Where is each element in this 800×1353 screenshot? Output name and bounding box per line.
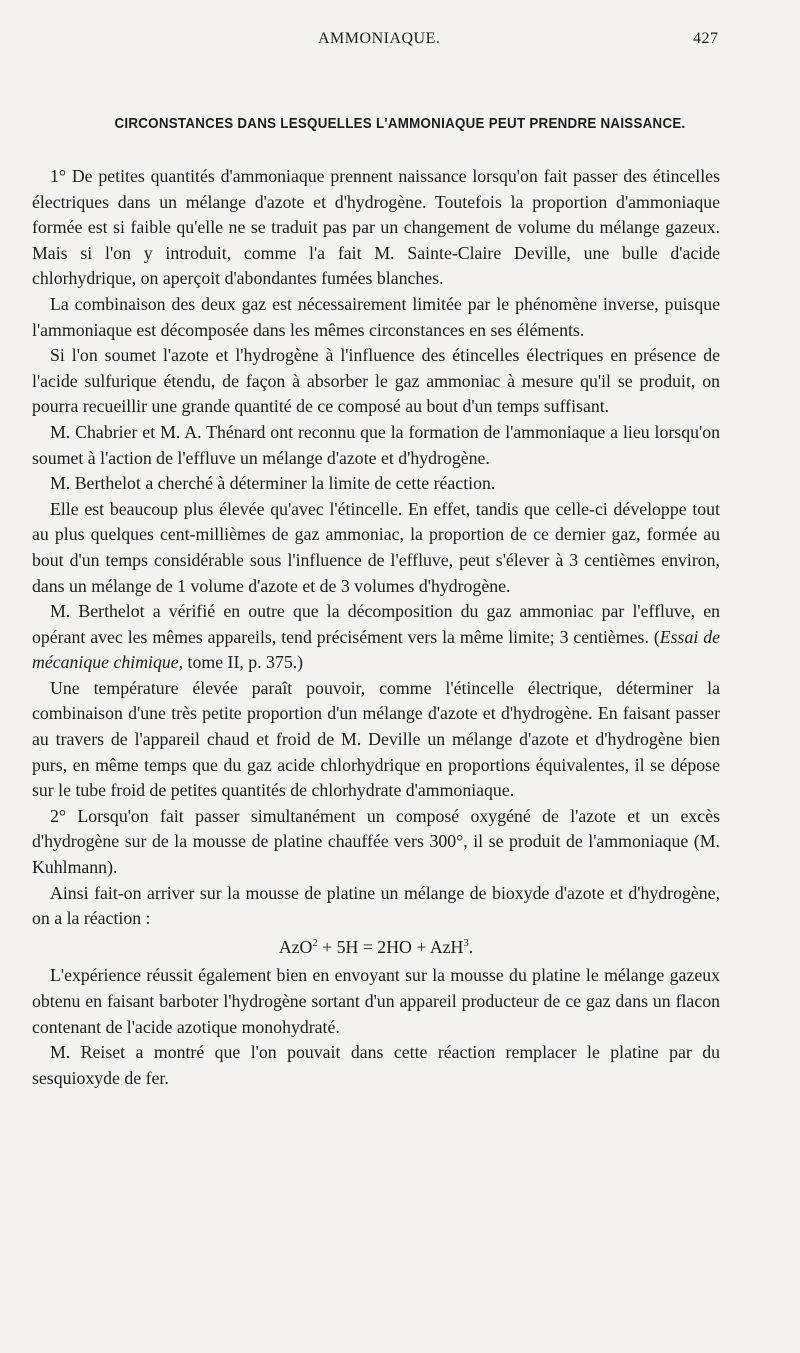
section-heading: CIRCONSTANCES DANS LESQUELLES L'AMMONIAQUE PEUT PRENDRE NAISSANCE.	[114, 116, 686, 132]
paragraph-4: M. Chabrier et M. A. Thénard ont reconnu que la formation de l'ammoniaque a lieu lorsqu'on soumet à l'action de l'effluve un mélange d'azote et d'hydrogène.	[32, 421, 720, 468]
paragraph-10: Ainsi fait-on arriver sur la mousse de platine un mélange de bioxyde d'azote et d'hydrogène, on a la réaction :	[32, 882, 720, 929]
paragraph-9: 2° Lorsqu'on fait passer simultanément un composé oxygéné de l'azote et un excès d'hydrogène sur de la mousse de platine chauffée vers 300°, il se produit de l'ammoniaque (M. Kuhlmann).	[32, 805, 720, 878]
formula-end: .	[468, 936, 474, 957]
paragraph-5: M. Berthelot a cherché à déterminer la limite de cette réaction.	[50, 473, 496, 494]
paragraph-1: 1° De petites quantités d'ammoniaque prennent naissance lorsqu'on fait passer des étincelles électriques dans un mélange d'azote et d'hydrogène. Toutefois la proportion d'ammoniaque formée est si faible qu'elle ne se traduit pas par un changement de volume du mélange gazeux. Mais si l'on y introduit, comme l'a fait M. Sainte-Claire Deville, une bulle d'acide chlorhydrique, on aperçoit d'abondantes fumées blanches.	[32, 166, 720, 289]
paragraph-7-text: M. Berthelot a vérifié en outre que la décomposition du gaz ammoniac par l'effluve, en opérant avec les mêmes appareils, tend précisément vers la même limite; 3 centièmes. (	[32, 601, 720, 647]
formula-azh-exponent: 3	[463, 936, 469, 949]
book-title: Essai de mécanique chimique,	[32, 626, 720, 673]
running-header-title: AMMONIAQUE.	[318, 30, 441, 47]
formula-azo: AzO	[278, 936, 313, 957]
paragraph-8: Une température élevée paraît pouvoir, comme l'étincelle électrique, déterminer la combinaison d'une très petite proportion d'un mélange d'azote et d'hydrogène. En faisant passer au travers de l'appareil chaud et froid de M. Deville un mélange d'azote et d'hydrogène bien purs, en même temps que du gaz acide chlorhydrique en proportions équivalentes, il se dépose sur le tube froid de petites quantités de chlorhydrate d'ammoniaque.	[32, 677, 720, 801]
body-text	[32, 164, 720, 1091]
paragraph-12: M. Reiset a montré que l'on pouvait dans cette réaction remplacer le platine par du sesquioxyde de fer.	[32, 1042, 720, 1088]
paragraph-3: Si l'on soumet l'azote et l'hydrogène à l'influence des étincelles électriques en présence de l'acide sulfurique étendu, de façon à absorber le gaz ammoniac à mesure qu'il se produit, on pourra recueillir une grande quantité de ce composé au bout d'un temps suffisant.	[32, 345, 720, 417]
page-number: 427	[693, 30, 719, 47]
formula-azo-exponent: 2	[312, 936, 318, 949]
formula-middle: + 5H = 2HO + AzH	[317, 936, 464, 957]
paragraph-7	[32, 599, 720, 676]
paragraph-11: L'expérience réussit également bien en envoyant sur la mousse du platine le mélange gazeux obtenu en faisant barboter l'hydrogène sortant d'un appareil producteur de ce gaz dans un flacon contenant de l'acide azotique monohydraté.	[32, 965, 720, 1037]
paragraph-2: La combinaison des deux gaz est nécessairement limitée par le phénomène inverse, puisque l'ammoniaque est décomposée dans les mêmes circonstances en ses éléments.	[32, 293, 720, 340]
chemical-formula	[32, 935, 720, 961]
running-header	[0, 30, 800, 54]
paragraph-6: Elle est beaucoup plus élevée qu'avec l'étincelle. En effet, tandis que celle-ci développe tout au plus quelques cent-millièmes de gaz ammoniac, la proportion de ce dernier gaz, formée au bout d'un temps considérable sous l'influence de l'effluve, peut s'élever à 3 centièmes environ, dans un mélange de 1 volume d'azote et de 3 volumes d'hydrogène.	[32, 498, 720, 596]
paragraph-7-citation: tome II, p. 375.)	[183, 652, 304, 673]
